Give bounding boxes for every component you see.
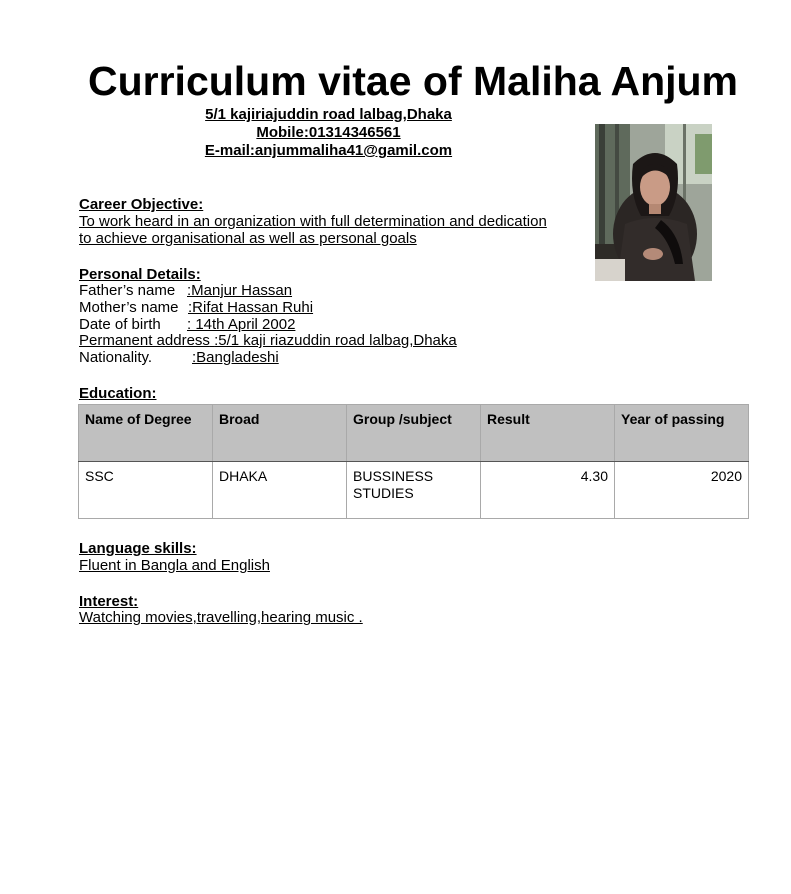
contact-address: 5/1 kajiriajuddin road lalbag,Dhaka (205, 106, 452, 123)
personal-detail-dob (79, 316, 295, 333)
career-objective-line-2: to achieve organisational as well as personal goals (79, 230, 417, 247)
detail-label: Father’s name (79, 282, 176, 299)
career-objective-heading: Career Objective: (79, 196, 204, 213)
page-title: Curriculum vitae of Maliha Anjum (87, 58, 738, 104)
cell-year: 2020 (615, 462, 749, 519)
detail-value: :Manjur Hassan (187, 282, 293, 299)
column-header-group: Group /subject (347, 405, 481, 462)
profile-photo (595, 124, 712, 281)
cell-degree: SSC (79, 462, 213, 519)
detail-value: : 14th April 2002 (187, 316, 296, 333)
detail-label: Date of birth (79, 316, 161, 333)
column-header-board: Broad (213, 405, 347, 462)
contact-mobile: Mobile:01314346561 (256, 124, 401, 141)
detail-value: :5/1 kaji riazuddin road lalbag,Dhaka (214, 332, 457, 349)
column-header-degree: Name of Degree (79, 405, 213, 462)
contact-email: E-mail:anjummaliha41@gamil.com (204, 142, 453, 159)
education-table (78, 404, 749, 519)
language-skills-text: Fluent in Bangla and English (79, 557, 270, 574)
personal-detail-address (79, 332, 457, 349)
detail-label: Mother’s name (79, 299, 179, 316)
table-header-row (79, 405, 749, 462)
language-skills-heading: Language skills: (79, 540, 197, 557)
personal-detail-nationality (79, 349, 279, 366)
column-header-result: Result (481, 405, 615, 462)
career-objective-line-1: To work heard in an organization with full determination and dedication (79, 213, 547, 230)
detail-value: :Bangladeshi (192, 349, 279, 366)
personal-detail-father (79, 282, 292, 299)
personal-details-heading: Personal Details: (79, 266, 201, 283)
personal-detail-mother (79, 299, 313, 316)
detail-value: :Rifat Hassan Ruhi (188, 299, 314, 316)
cell-group: BUSSINESS STUDIES (347, 462, 481, 519)
column-header-year: Year of passing (615, 405, 749, 462)
interest-text: Watching movies,travelling,hearing music . (79, 609, 363, 626)
detail-label: Permanent address (79, 332, 210, 349)
detail-label: Nationality. (79, 349, 153, 366)
education-heading: Education: (79, 385, 157, 402)
cell-board: DHAKA (213, 462, 347, 519)
table-row (79, 462, 749, 519)
interest-heading: Interest: (79, 593, 139, 610)
cell-result: 4.30 (481, 462, 615, 519)
